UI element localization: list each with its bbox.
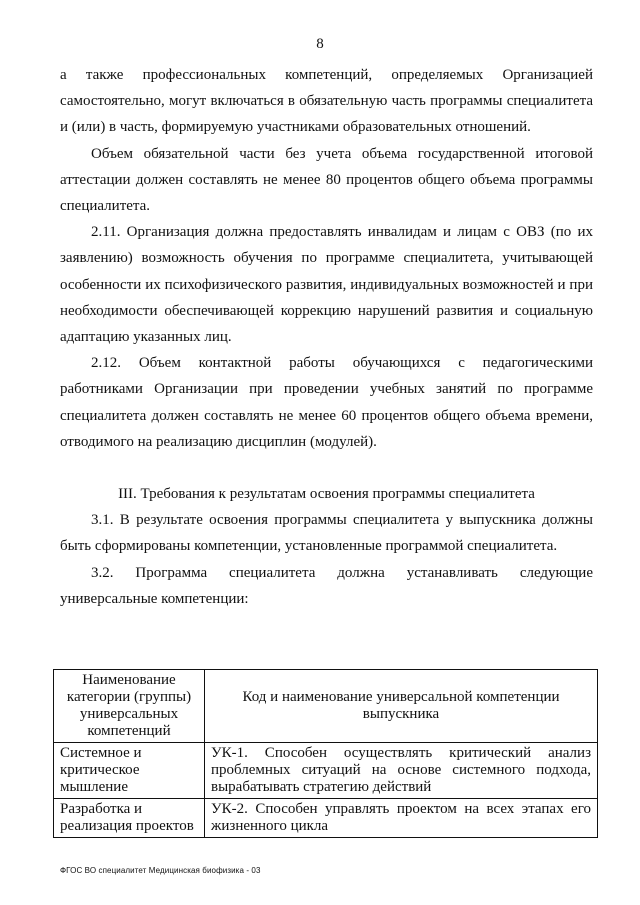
table-cell-competency: УК-2. Способен управлять проектом на всех этапах его жизненного цикла [205, 799, 598, 838]
paragraph-2-12: 2.12. Объем контактной работы обучающихся с педагогическими работниками Организации при проведении учебных занятий по программе специалитета должен составлять не менее 60 процентов общего объема времени, отводимого на реализацию дисциплин (модулей). [60, 355, 593, 450]
spacer [60, 455, 593, 481]
section-heading: III. Требования к результатам освоения программы специалитета [118, 486, 535, 503]
table-header-competency: Код и наименование универсальной компетенции выпускника [205, 670, 598, 743]
paragraph-3-2: 3.2. Программа специалитета должна устанавливать следующие универсальные компетенции: [60, 564, 593, 607]
table-row [54, 799, 598, 838]
body-text [60, 62, 593, 612]
paragraph-continuation: а также профессиональных компетенций, определяемых Организацией самостоятельно, могут включаться в обязательную часть программы специалитета и (или) в часть, формируемую участниками образовательных отношений. [60, 67, 593, 136]
competencies-table [53, 669, 598, 838]
table-row [54, 743, 598, 799]
paragraph-3-1: 3.1. В результате освоения программы специалитета у выпускника должны быть сформированы компетенции, установленные программой специалитета. [60, 512, 593, 555]
table-cell-competency: УК-1. Способен осуществлять критический анализ проблемных ситуаций на основе системного подхода, вырабатывать стратегию действий [205, 743, 598, 799]
table-cell-category: Разработка и реализация проектов [54, 799, 205, 838]
paragraph-2-11: 2.11. Организация должна предоставлять инвалидам и лицам с ОВЗ (по их заявлению) возможность обучения по программе специалитета, учитывающей особенности их психофизического развития, индивидуальных возможностей и при необходимости обеспечивающей коррекцию нарушений развития и социальную адаптацию указанных лиц. [60, 224, 593, 346]
table-header-category: Наименование категории (группы) универсальных компетенций [54, 670, 205, 743]
table-cell-category: Системное и критическое мышление [54, 743, 205, 799]
paragraph-mandatory-part: Объем обязательной части без учета объема государственной итоговой аттестации должен составлять не менее 80 процентов общего объема программы специалитета. [60, 145, 593, 215]
page-number: 8 [316, 36, 324, 52]
page-footer: ФГОС ВО специалитет Медицинская биофизика - 03 [60, 866, 261, 875]
table-header-row [54, 670, 598, 743]
